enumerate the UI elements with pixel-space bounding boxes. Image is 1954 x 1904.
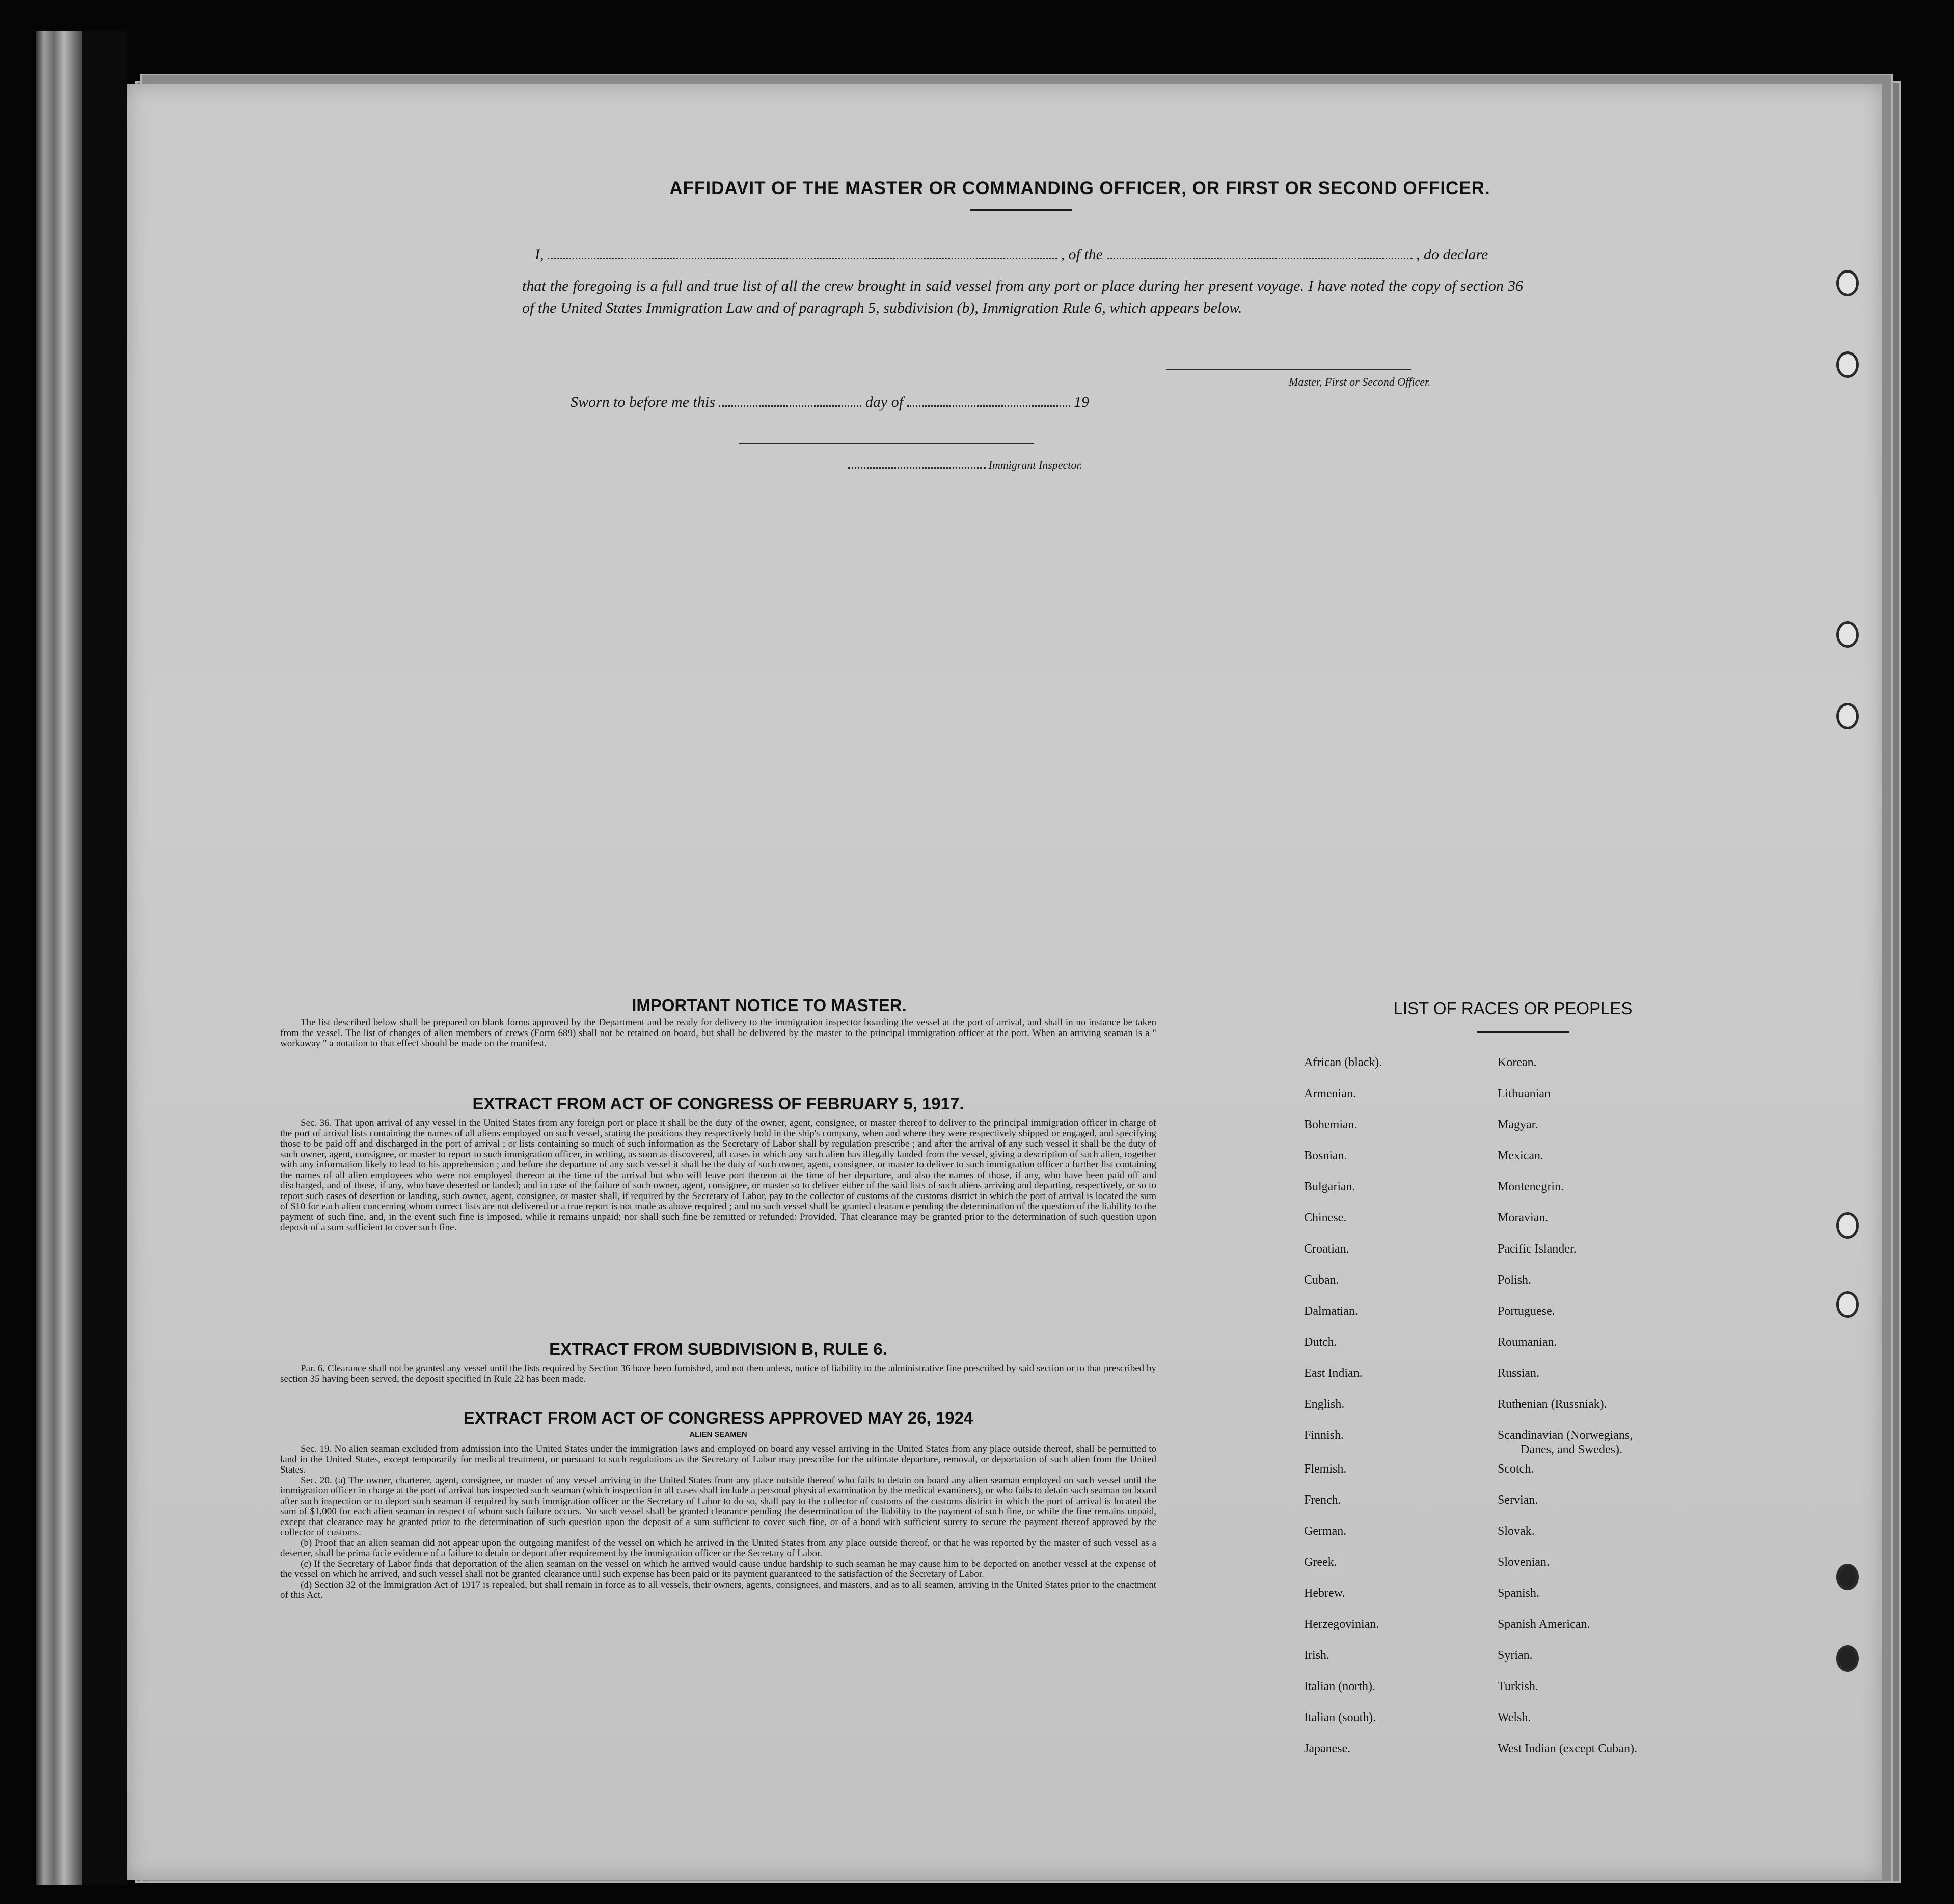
race-item: Armenian. xyxy=(1304,1087,1356,1100)
punch-hole xyxy=(1836,270,1859,296)
extract-1924-text xyxy=(280,1444,1156,1601)
manifest-page xyxy=(127,84,1882,1880)
race-item: Ruthenian (Russniak). xyxy=(1498,1398,1607,1411)
race-item: Bohemian. xyxy=(1304,1118,1358,1131)
race-item: Bulgarian. xyxy=(1304,1180,1355,1193)
race-item: Montenegrin. xyxy=(1498,1180,1564,1193)
race-item: Herzegovinian. xyxy=(1304,1618,1379,1631)
race-item: Slovenian. xyxy=(1498,1556,1550,1569)
race-item: African (black). xyxy=(1304,1056,1382,1069)
race-item: Croatian. xyxy=(1304,1242,1349,1256)
title-underline xyxy=(970,209,1072,211)
punch-hole xyxy=(1836,1645,1859,1672)
extract-1924-paragraph: (b) Proof that an alien seaman did not appear upon the outgoing manifest of the vessel on which he arrived in the United States from any place outside thereof, or that he was reported by the master of such vessel as a deserter, shall be prima facie evidence of a failure to detain or deport after requirement by the immigration officer or the Secretary of Labor. xyxy=(280,1537,1156,1559)
race-item: Scandinavian (Norwegians, xyxy=(1498,1429,1633,1442)
race-item: Scotch. xyxy=(1498,1462,1534,1476)
race-item: Dutch. xyxy=(1304,1336,1337,1349)
extract-rule6-title: EXTRACT FROM SUBDIVISION B, RULE 6. xyxy=(549,1340,887,1358)
race-item: Finnish. xyxy=(1304,1429,1344,1442)
race-item: West Indian (except Cuban). xyxy=(1498,1742,1637,1755)
race-item: Welsh. xyxy=(1498,1711,1531,1724)
affidavit-of-the-label: , of the xyxy=(1061,246,1103,263)
race-item: Mexican. xyxy=(1498,1149,1543,1162)
extract-1917-paragraph: Sec. 36. That upon arrival of any vessel in the United States from any foreign port or place it shall be the duty of the owner, agent, consignee, or master thereof to deliver to the principal immigration officer in charge of the port of arrival lists containing the names of all aliens employed on such vessel, stating the positions they respectively hold in the ship's company, when and where they were respectively shipped or engaged, and specifying those to be paid off and discharged in the port of arrival ; or lists containing so much of such information as the Secretary of Labor shall by regulation prescribe ; and after the arrival of any such vessel it shall be the duty of such owner, agent, consignee, or master to report to such immigration officer, in writing, as soon as discovered, all cases in which any such alien has illegally landed from the vessel, giving a description of such alien, together with any information likely to lead to his apprehension ; and before the departure of any such vessel it shall be the duty of such owner, agent, consignee, or master to deliver to such immigration officer a further list containing the names of all alien employees who were not employed thereon at the time of the arrival but who will leave port thereon at the time of her departure, and also the names of those, if any, who have been paid off and discharged, and of those, if any, who have deserted or landed; and in case of the failure of such owner, agent, consignee, or master so to deliver either of the said lists of such aliens arriving and departing, respectively, or so to report such cases of desertion or landing, such owner, agent, consignee, or master shall, if required by the Secretary of Labor, pay to the collector of customs of the customs district in which the port of arrival is located the sum of $10 for each alien concerning whom correct lists are not delivered or a true report is not made as above required ; and no such vessel shall be granted clearance pending the determination of the question of the liability to the payment of such fine, and, in the event such fine is imposed, while it remains unpaid; nor shall such fine be remitted or refunded: Provided, That clearance may be granted prior to the determination of such question upon deposit of a sum sufficient to cover such fine. xyxy=(280,1118,1156,1233)
race-item: Bosnian. xyxy=(1304,1149,1347,1162)
notice-paragraph: The list described below shall be prepared on blank forms approved by the Department and be ready for delivery to the immigration inspector boarding the vessel at the port of arrival, and shall in no instance be taken from the vessel. The list of changes of alien members of crews (Form 689) shall not be retained on board, but shall be delivered by the master to the principal immigration officer at the port. When an arriving seaman is a " workaway " a notation to that effect should be made on the manifest. xyxy=(280,1017,1156,1049)
extract-1924-paragraph: Sec. 20. (a) The owner, charterer, agent, consignee, or master of any vessel arriving in the United States from any place outside thereof who fails to detain on board any alien seaman employed on such vessel until the immigration officer in charge at the port of arrival has inspected such seaman (which inspection in all cases shall include a personal physical examination by the medical examiners), or who fails to detain such seaman on board after such inspection or to deport such seaman if required by such immigration officer or the Secretary of Labor to do so, shall pay to the collector of customs of the customs district in which the port of arrival is located the sum of $1,000 for each alien seaman in respect of whom such failure occurs. No such vessel shall be granted clearance pending the determination of the liability to the payment of such fine, or while the fine remains unpaid, except that clearance may be granted prior to the determination of such question upon the deposit of a sum sufficient to cover such fine, or of a bond with sufficient surety to secure the payment thereof approved by the collector of customs. xyxy=(280,1475,1156,1538)
inspector-caption: Immigrant Inspector. xyxy=(988,458,1083,471)
binder-shadow xyxy=(82,31,127,1885)
vessel-name-field[interactable] xyxy=(1107,255,1413,259)
punch-hole xyxy=(1836,1564,1859,1590)
race-item: Portuguese. xyxy=(1498,1304,1555,1318)
race-item: German. xyxy=(1304,1525,1347,1538)
sworn-day-field[interactable] xyxy=(719,402,861,407)
race-item: Syrian. xyxy=(1498,1649,1533,1662)
day-of-label: day of xyxy=(865,394,904,411)
race-item: Cuban. xyxy=(1304,1273,1339,1287)
affidavit-body: that the foregoing is a full and true list of all the crew brought in said vessel from any port or place during her present voyage. I have noted the copy of section 36 of the United States Immigration Law and of paragraph 5, subdivision (b), Immigration Rule 6, which appears below. xyxy=(522,278,1523,316)
extract-1924-paragraph: Sec. 19. No alien seaman excluded from admission into the United States under the immigration laws and employed on board any vessel arriving in the United States from any place outside thereof, shall be permitted to land in the United States, except temporarily for medical treatment, or pursuant to such regulations as the Secretary of Labor may prescribe for the ultimate departure, removal, or deportation of such alien from the United States. xyxy=(280,1444,1156,1475)
affidavit-declare-label: , do declare xyxy=(1416,246,1488,263)
race-item: Italian (south). xyxy=(1304,1711,1376,1724)
year-label: 19 xyxy=(1074,394,1090,411)
master-caption: Master, First or Second Officer. xyxy=(1289,375,1431,388)
race-item: Slovak. xyxy=(1498,1525,1535,1538)
race-item: Korean. xyxy=(1498,1056,1537,1069)
punch-hole xyxy=(1836,621,1859,648)
extract-1917-title: EXTRACT FROM ACT OF CONGRESS OF FEBRUARY 5, 1917. xyxy=(472,1094,964,1113)
extract-rule6-paragraph: Par. 6. Clearance shall not be granted any vessel until the lists required by Section 36 have been furnished, and not then unless, notice of liability to the administrative fine prescribed by said section or to that prescribed by section 35 having been served, the deposit specified in Rule 22 has been made. xyxy=(280,1363,1156,1384)
race-item: Turkish. xyxy=(1498,1680,1538,1693)
races-title: LIST OF RACES OR PEOPLES xyxy=(1393,999,1633,1018)
punch-hole xyxy=(1836,703,1859,729)
extract-1924-title: EXTRACT FROM ACT OF CONGRESS APPROVED MAY 26, 1924 xyxy=(463,1408,973,1427)
race-item: Spanish. xyxy=(1498,1587,1540,1600)
race-item: Russian. xyxy=(1498,1367,1540,1380)
extract-1924-subtitle: ALIEN SEAMEN xyxy=(689,1430,747,1439)
sworn-line xyxy=(571,394,1089,411)
punch-hole xyxy=(1836,1291,1859,1318)
race-item: Polish. xyxy=(1498,1273,1532,1287)
master-signature-line[interactable] xyxy=(1166,369,1411,370)
punch-hole xyxy=(1836,351,1859,378)
inspector-signature-line[interactable] xyxy=(739,443,1034,444)
race-item: Lithuanian xyxy=(1498,1087,1551,1100)
race-item: English. xyxy=(1304,1398,1345,1411)
race-item: Greek. xyxy=(1304,1556,1337,1569)
race-item: Chinese. xyxy=(1304,1211,1347,1225)
race-item: French. xyxy=(1304,1493,1341,1507)
master-name-field[interactable] xyxy=(548,255,1057,259)
notice-text xyxy=(280,1018,1156,1049)
race-item: Dalmatian. xyxy=(1304,1304,1358,1318)
binder-spine xyxy=(36,31,82,1885)
race-item: Pacific Islander. xyxy=(1498,1242,1577,1256)
notice-title: IMPORTANT NOTICE TO MASTER. xyxy=(632,996,907,1015)
race-item: Flemish. xyxy=(1304,1462,1347,1476)
race-item: Danes, and Swedes). xyxy=(1521,1443,1622,1456)
race-item: East Indian. xyxy=(1304,1367,1363,1380)
race-item: Hebrew. xyxy=(1304,1587,1345,1600)
race-item: Servian. xyxy=(1498,1493,1538,1507)
race-item: Spanish American. xyxy=(1498,1618,1590,1631)
extract-rule6-text xyxy=(280,1364,1156,1384)
races-title-underline xyxy=(1477,1031,1569,1033)
race-item: Japanese. xyxy=(1304,1742,1351,1755)
inspector-line xyxy=(848,458,1082,472)
race-item: Irish. xyxy=(1304,1649,1329,1662)
race-item: Magyar. xyxy=(1498,1118,1538,1131)
affidavit-i-label: I, xyxy=(535,246,544,263)
punch-hole xyxy=(1836,1212,1859,1239)
inspector-name-field[interactable] xyxy=(848,464,986,469)
sworn-month-field[interactable] xyxy=(907,402,1070,407)
race-item: Roumanian. xyxy=(1498,1336,1557,1349)
race-item: Italian (north). xyxy=(1304,1680,1375,1693)
affidavit-declaration-line xyxy=(535,246,1488,263)
extract-1917-text xyxy=(280,1118,1156,1233)
extract-1924-paragraph: (c) If the Secretary of Labor finds that deportation of the alien seaman on the vessel on which he arrived would cause undue hardship to such seaman he may cause him to be deported on another vessel at the expense of the vessel on which he arrived, and such vessel shall not be granted clearance until such expense has been paid or its payment guaranteed to the satisfaction of the Secretary of Labor. xyxy=(280,1558,1156,1580)
race-item: Moravian. xyxy=(1498,1211,1549,1225)
extract-1924-paragraph: (d) Section 32 of the Immigration Act of 1917 is repealed, but shall remain in force as to all vessels, their owners, agents, consignees, and masters, and as to all seamen, arriving in the United States prior to the enactment of this Act. xyxy=(280,1579,1156,1600)
sworn-label: Sworn to before me this xyxy=(571,394,715,411)
affidavit-title: AFFIDAVIT OF THE MASTER OR COMMANDING OFFICER, OR FIRST OR SECOND OFFICER. xyxy=(669,178,1490,198)
